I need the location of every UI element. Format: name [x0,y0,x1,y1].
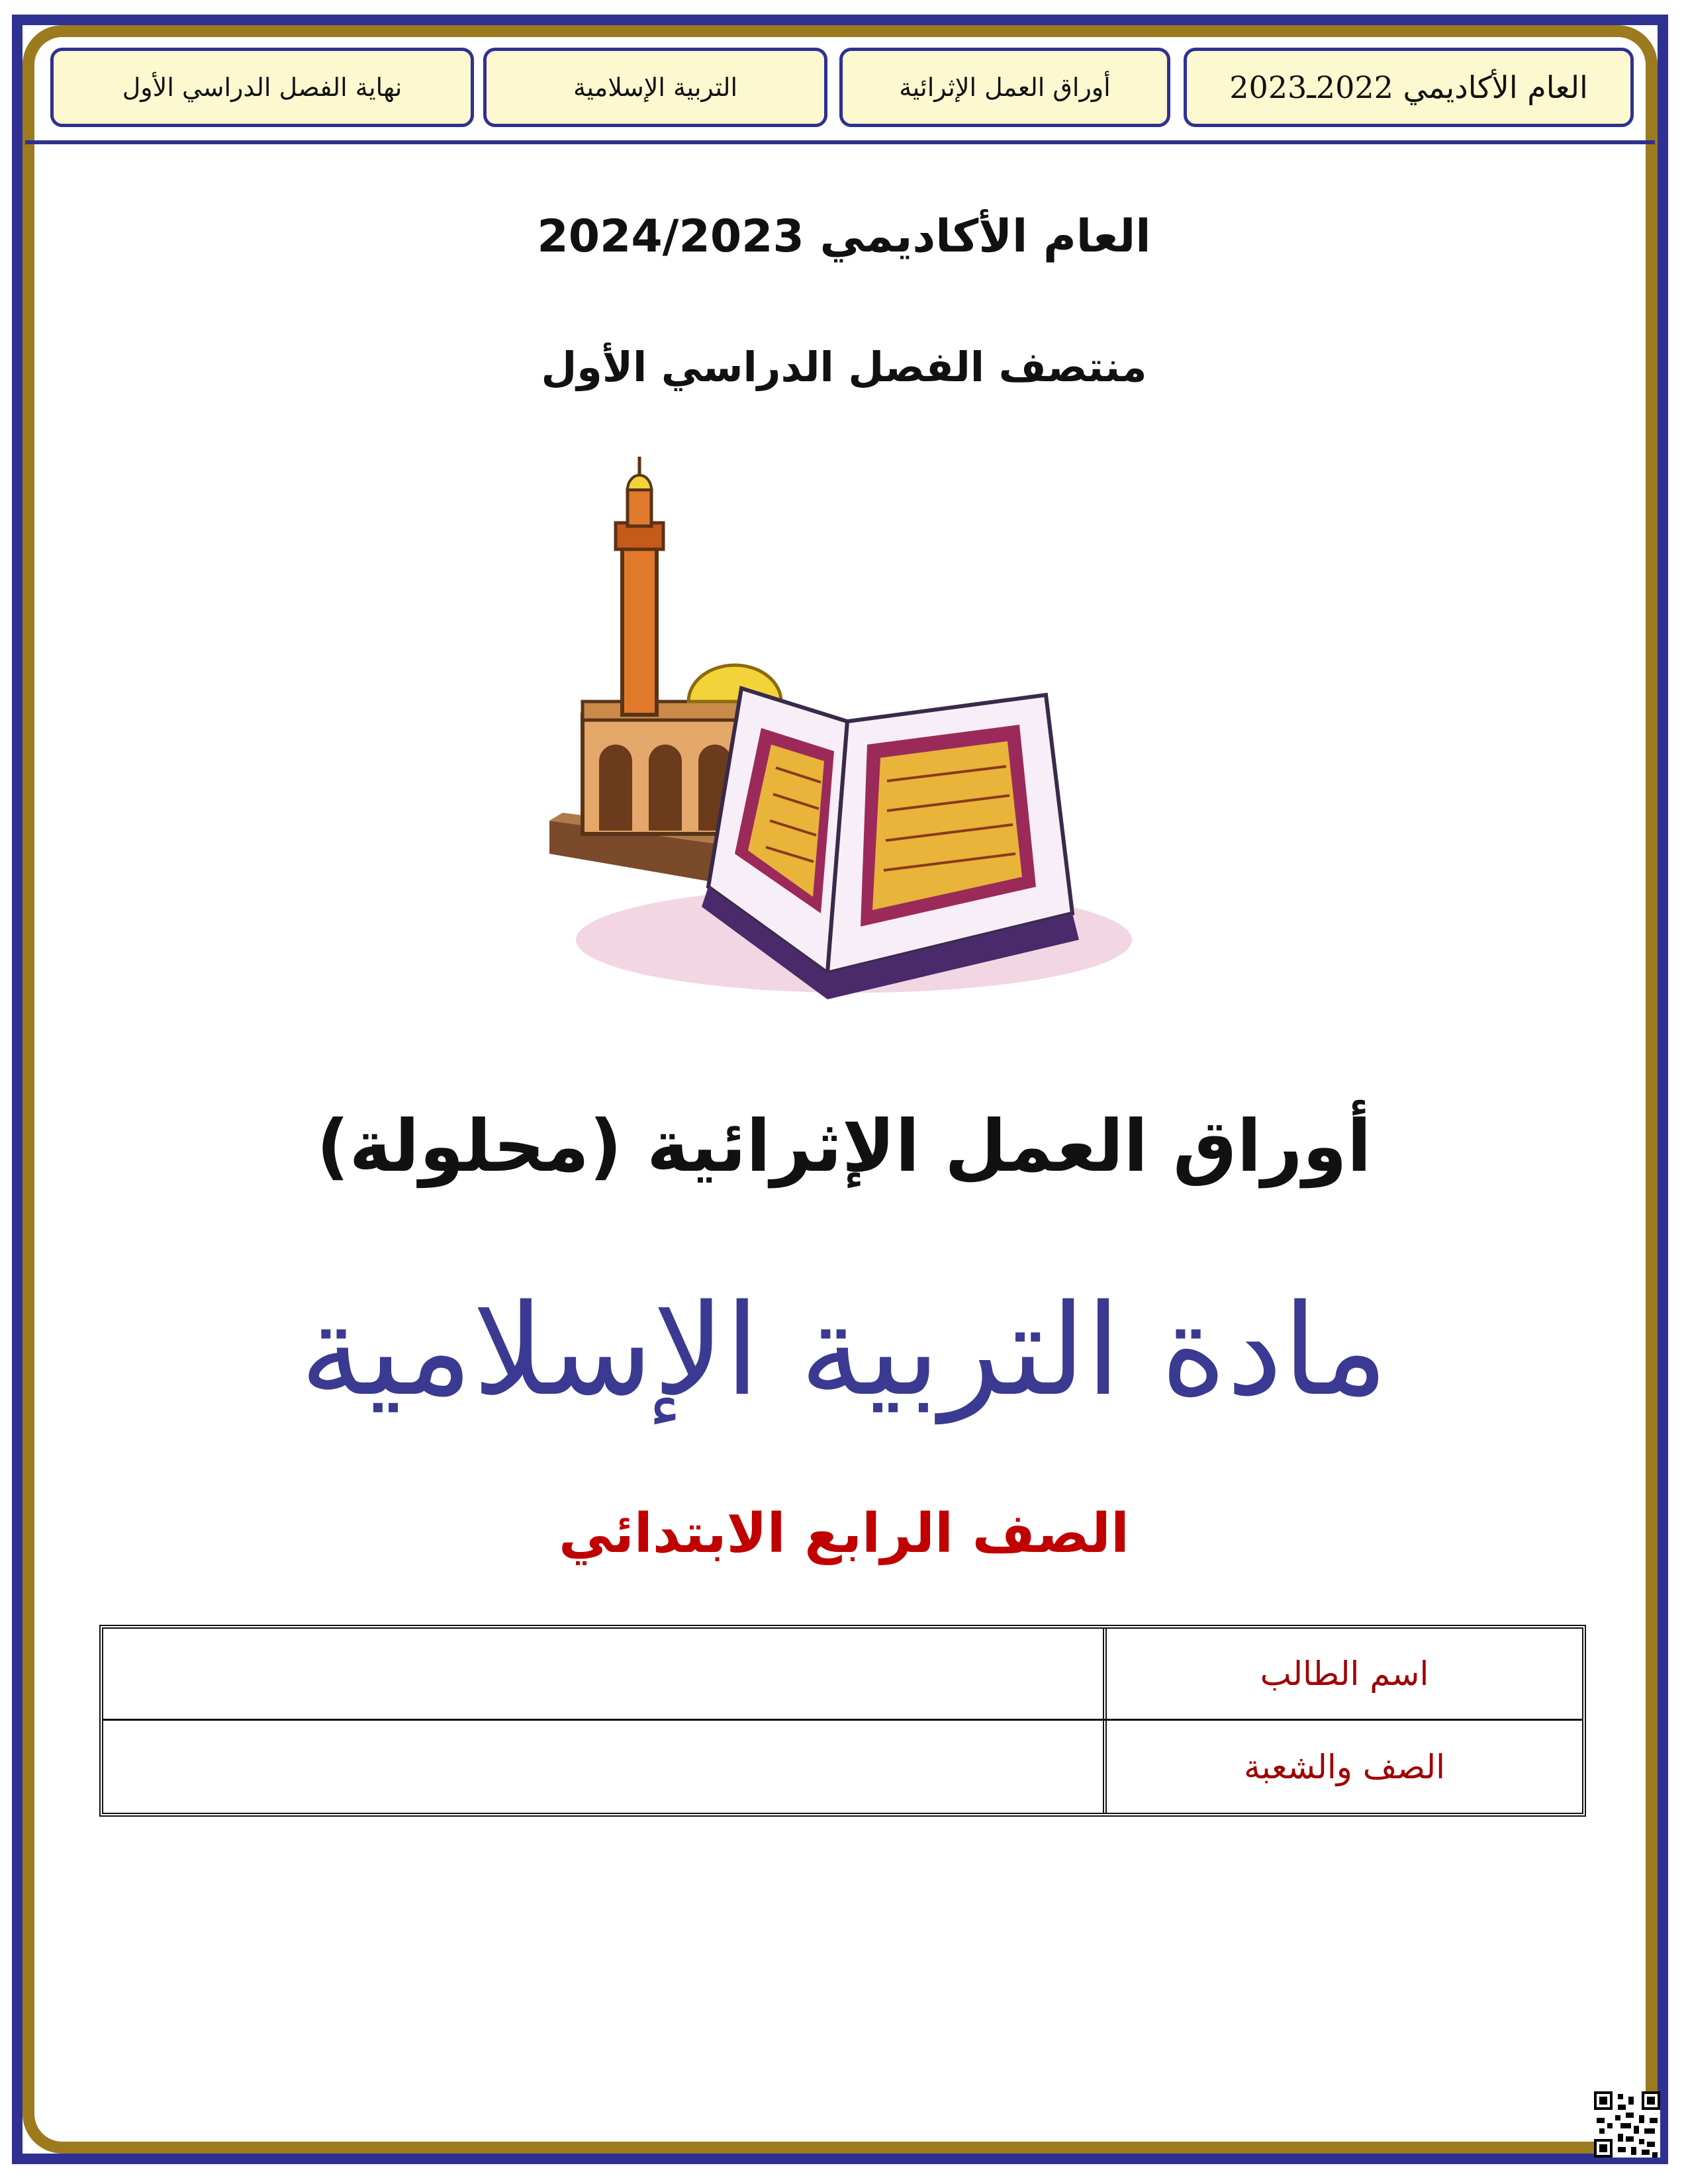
header-tab-subject: التربية الإسلامية [483,48,827,127]
student-name-label: اسم الطالب [1103,1629,1582,1719]
academic-year-heading: العام الأكاديمي 2024/2023 [537,210,1151,263]
mosque-and-quran-icon [543,450,1139,1032]
student-name-field[interactable] [103,1629,1103,1719]
class-section-field[interactable] [103,1721,1103,1813]
subject-title: مادة التربية الإسلامية [299,1277,1389,1424]
header-tab-term-end: نهاية الفصل الدراسي الأول [50,48,474,127]
class-section-label: الصف والشعبة [1103,1721,1582,1813]
header-tab-worksheets: أوراق العمل الإثرائية [839,48,1170,127]
student-name-row [103,1629,1582,1721]
header-divider [25,140,1655,144]
qr-code-icon [1594,2091,1660,2158]
term-heading: منتصف الفصل الدراسي الأول [541,343,1147,391]
grade-title: الصف الرابع الابتدائي [559,1502,1129,1565]
worksheets-title: أوراق العمل الإثرائية (محلولة) [316,1105,1372,1188]
header-tabs [48,48,1636,130]
student-info-table [99,1625,1586,1817]
class-section-row [103,1721,1582,1813]
header-tab-academic-year: العام الأكاديمي 2022ـ2023 [1184,48,1634,127]
